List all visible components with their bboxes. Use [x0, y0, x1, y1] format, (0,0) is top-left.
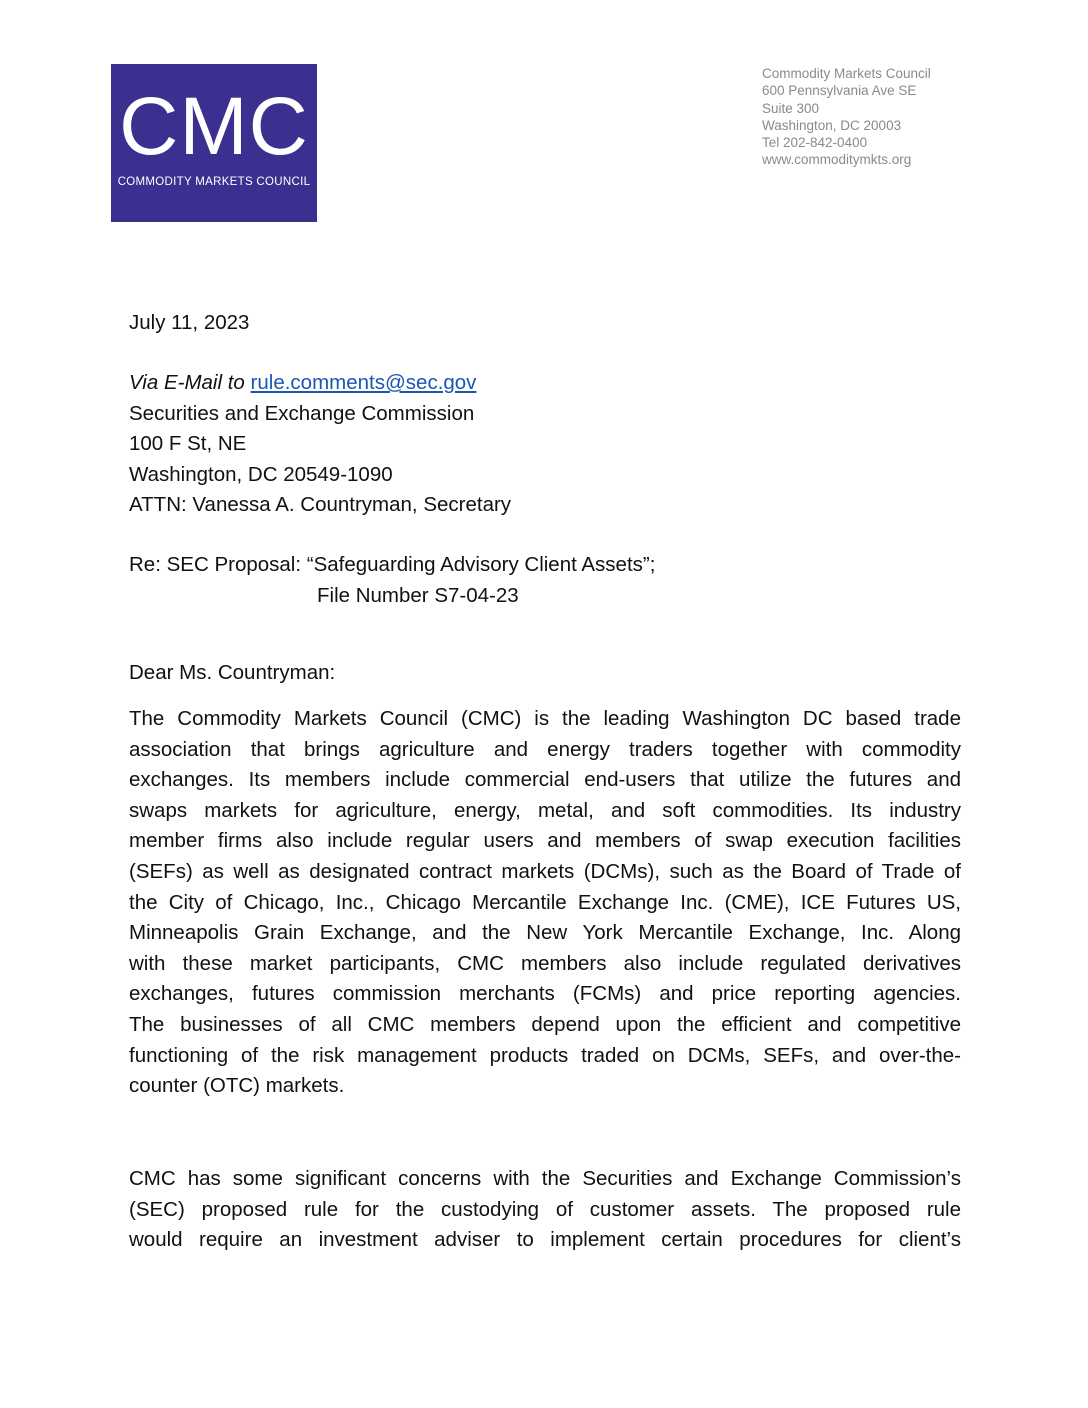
paragraph-line: counter (OTC) markets. — [129, 1074, 345, 1098]
address-org: Commodity Markets Council — [762, 66, 931, 81]
paragraph-line: The Commodity Markets Council (CMC) is the leading Washington DC based trade — [129, 707, 961, 730]
subject-block — [129, 550, 961, 611]
logo-text: CMC — [119, 81, 309, 172]
paragraph-2 — [129, 1164, 961, 1256]
letter-date: July 11, 2023 — [129, 311, 250, 334]
paragraph-line: swaps markets for agriculture, energy, metal, and soft commodities. Its industry — [129, 798, 961, 822]
address-city: Washington, DC 20003 — [762, 117, 902, 133]
recipient-attn: ATTN: Vanessa A. Countryman, Secretary — [129, 493, 512, 517]
paragraph-line: exchanges. Its members include commercial end-users that utilize the futures and — [129, 768, 961, 792]
subject-line: Re: SEC Proposal: “Safeguarding Advisory Client Assets”; — [129, 553, 656, 576]
via-label: Via E-Mail to — [129, 371, 245, 394]
address-suite: Suite 300 — [762, 100, 820, 116]
paragraph-line: with these market participants, CMC members also include regulated derivatives — [129, 951, 961, 975]
email-link[interactable]: rule.comments@sec.gov — [250, 371, 477, 394]
logo-subtitle: COMMODITY MARKETS COUNCIL — [117, 176, 311, 188]
via-email-line — [129, 368, 961, 399]
recipient-name: Securities and Exchange Commission — [129, 401, 475, 425]
recipient-street: 100 F St, NE — [129, 432, 247, 456]
paragraph-line: association that brings agriculture and energy traders together with commodity — [129, 737, 961, 761]
recipient-city: Washington, DC 20549-1090 — [129, 462, 393, 486]
recipient-block — [129, 368, 961, 521]
paragraph-line: would require an investment adviser to implement certain procedures for client’s — [129, 1228, 961, 1252]
address-phone: Tel 202-842-0400 — [762, 135, 868, 151]
cmc-logo — [111, 64, 317, 222]
paragraph-line: the City of Chicago, Inc., Chicago Mercantile Exchange Inc. (CME), ICE Futures US, — [129, 890, 961, 914]
paragraph-line: Minneapolis Grain Exchange, and the New York Mercantile Exchange, Inc. Along — [129, 921, 961, 945]
salutation: Dear Ms. Countryman: — [129, 661, 336, 684]
paragraph-line: functioning of the risk management products traded on DCMs, SEFs, and over-the- — [129, 1043, 961, 1067]
paragraph-1 — [129, 704, 961, 1102]
paragraph-line: CMC has some significant concerns with the Securities and Exchange Commission’s — [129, 1167, 961, 1190]
paragraph-line: The businesses of all CMC members depend upon the efficient and competitive — [129, 1012, 961, 1036]
paragraph-line: exchanges, futures commission merchants (FCMs) and price reporting agencies. — [129, 982, 961, 1006]
paragraph-line: (SEC) proposed rule for the custodying of customer assets. The proposed rule — [129, 1197, 961, 1221]
paragraph-line: (SEFs) as well as designated contract markets (DCMs), such as the Board of Trade of — [129, 859, 961, 883]
paragraph-line: member firms also include regular users and members of swap execution facilities — [129, 829, 961, 853]
address-street: 600 Pennsylvania Ave SE — [762, 83, 917, 99]
file-number: File Number S7-04-23 — [317, 583, 519, 607]
letterhead-address — [762, 65, 931, 169]
address-website: www.commoditymkts.org — [762, 152, 912, 168]
